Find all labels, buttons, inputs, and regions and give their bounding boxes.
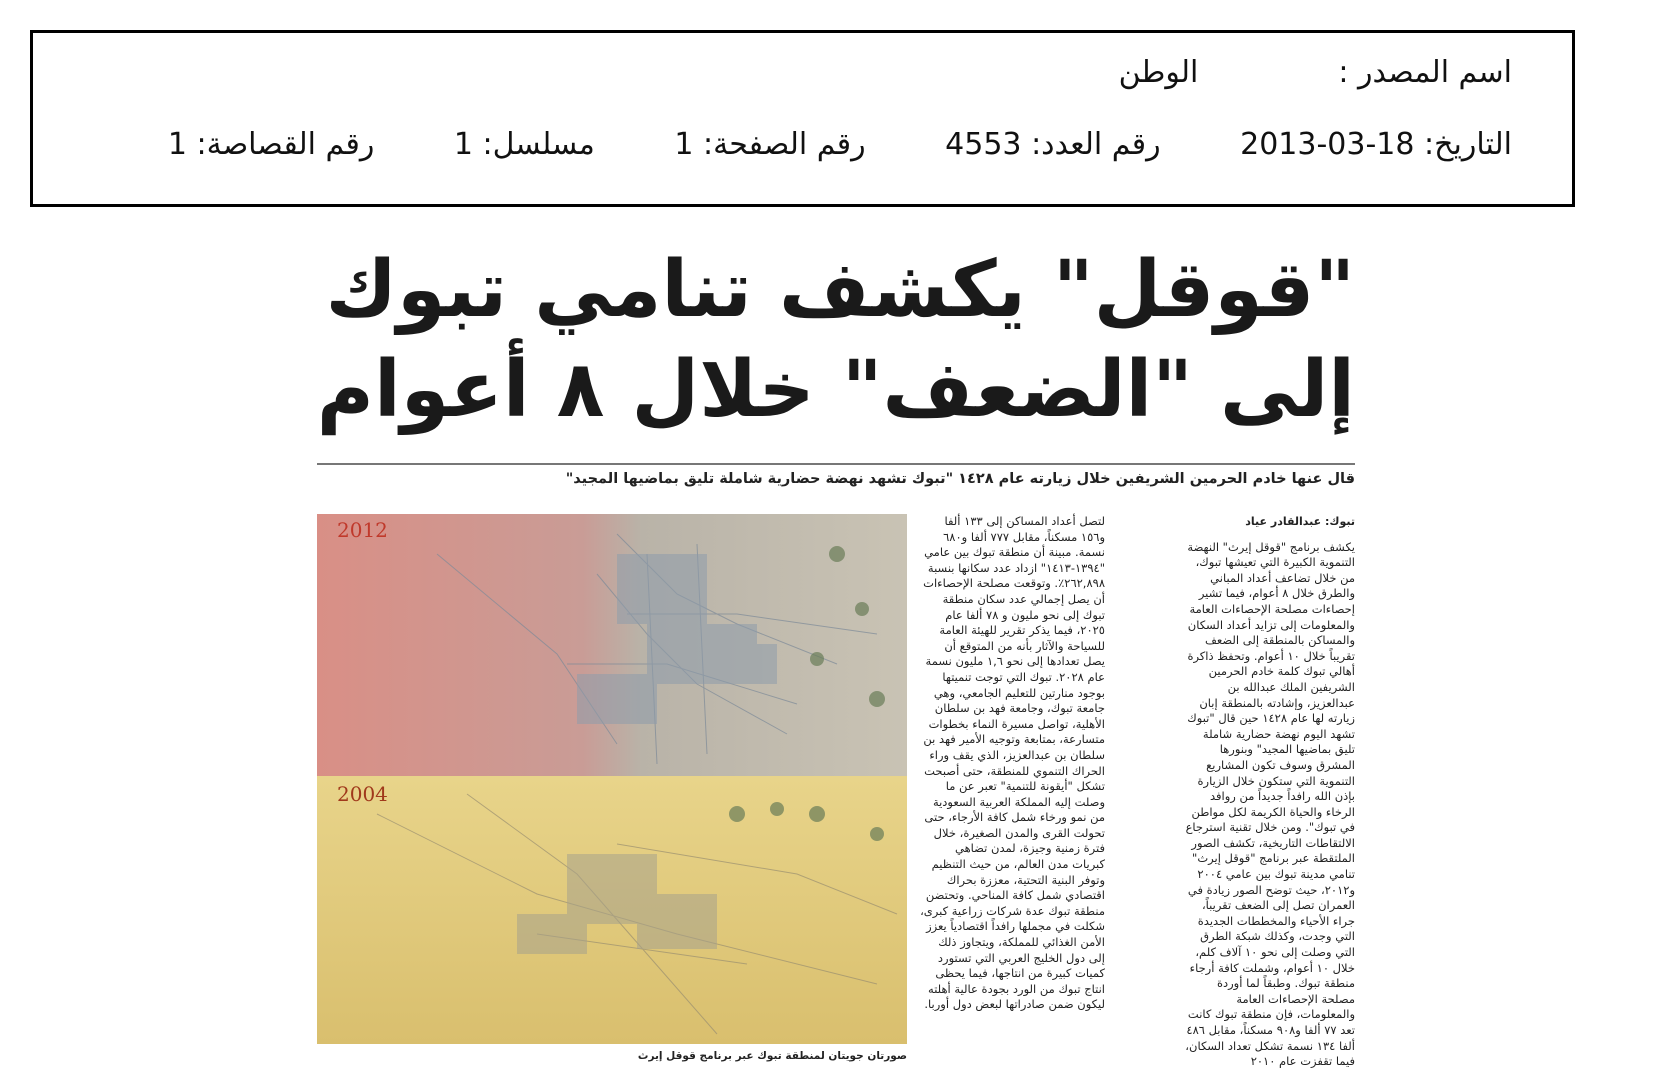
source-value: الوطن [1118,55,1199,90]
image-caption: صورتان جويتان لمنطقة تبوك عبر برنامج قوقل إيرث [637,1050,907,1062]
newspaper-clipping [305,238,1355,1070]
source-row [1119,55,1512,90]
headline-line-2: إلى "الضعف" خلال ٨ أعوام [316,345,1355,435]
headline-line-1: "قوقل" يكشف تنامي تبوك [325,245,1355,335]
image-year-bottom: 2004 [337,782,388,806]
column-right-text: يكشف برنامج "قوقل إيرث" النهضة التنموية الكبيرة التي تعيشها تبوك، من خلال تضاعف أعداد المباني والطرق خلال ٨ أعوام، فيما تشير إحصاءات مصلحة الإحصاءات العامة والمعلومات إلى تزايد أعداد السكان والمساكن بالمنطقة إلى الضعف تقريباً خلال ١٠ أعوام. وتحفظ ذاكرة أهالي تبوك كلمة خادم الحرمين الشريفين الملك عبدالله بن عبدالعزيز، وإشادته بالمنطقة إبان زيارته لها عام ١٤٢٨ حين قال "تبوك تشهد اليوم نهضة حضارية شاملة تليق بماضيها المجيد" وبنورها المشرق وسوف تكون المشاريع التنموية التي ستكون خلال الزيارة بإذن الله رافداً جديداً من روافد الرخاء والحياة الكريمة لكل مواطن في تبوك". ومن خلال تقنية استرجاع الالتقاطات التاريخية، تكشف الصور الملتقطة عبر برنامج "قوقل إيرث" تنامي مدينة تبوك بين عامي ٢٠٠٤ و٢٠١٢، حيث توضح الصور زيادة في العمران تصل إلى الضعف تقريباً، جراء الأحياء والمخططات الجديدة التي وجدت، وكذلك شبكة الطرق التي وصلت إلى نحو ١٠ آلاف كلم، خلال ١٠ أعوام، وشملت كافة أرجاء منطقة تبوك. وطبقاً لما أوردة مصلحة الإحصاءات العامة والمعلومات، فإن منطقة تبوك كانت تعد ٧٧ ألفا و٩٠٨ مسكناً، مقابل ٤٨٦ ألفا ١٣٤ نسمة تشكل تعداد السكان، فيما تقفزت عام ٢٠١٠ [1185,539,1355,1069]
satellite-image-drawing [317,514,907,1044]
date-value: 2013-03-18 [1240,127,1415,162]
archive-metadata-box [30,30,1575,207]
date-label: التاريخ: [1424,127,1512,162]
source-label: اسم المصدر : [1338,55,1512,90]
page-label: رقم الصفحة: [703,127,866,162]
clip-value: 1 [167,127,187,162]
serial-label: مسلسل: [482,127,595,162]
page-value: 1 [674,127,694,162]
satellite-comparison-image [317,514,907,1044]
clip-label: رقم القصاصة: [196,127,375,162]
serial-value: 1 [453,127,473,162]
issue-value: 4553 [945,127,1022,162]
details-row [168,127,1512,162]
image-year-top: 2012 [337,518,388,542]
issue-label: رقم العدد: [1031,127,1161,162]
headline-divider [317,463,1355,465]
article-subheadline: قال عنها خادم الحرمين الشريفين خلال زيارته عام ١٤٢٨ "تبوك تشهد نهضة حضارية شاملة تليق بماضيها المجيد" [565,471,1355,487]
column-middle-text: لتصل أعداد المساكن إلى ١٣٣ ألفا و١٥٦ مسكناً، مقابل ٧٧٧ ألفا و٦٨٠ نسمة. مبينة أن منطقة تبوك بين عامي "١٣٩٤-١٤١٣" ازداد عدد سكانها بنسبة ٢٦٢,٨٩٨٪. وتوقعت مصلحة الإحصاءات أن يصل إجمالي عدد سكان منطقة تبوك إلى نحو مليون و ٧٨ ألفا عام ٢٠٢٥، فيما يذكر تقرير للهيئة العامة للسياحة والآثار بأنه من المتوقع أن يصل تعدادها إلى نحو ١,٦ مليون نسمة عام ٢٠٢٨. تبوك التي توجت تنميتها بوجود منارتين للتعليم الجامعي، وهي جامعة تبوك، وجامعة فهد بن سلطان الأهلية، تواصل مسيرة النماء بخطوات متسارعة، بمتابعة وتوجيه الأمير فهد بن سلطان بن عبدالعزيز، الذي يقف وراء الحراك التنموي للمنطقة، حتى أصبحت تشكل "أيقونة للتنمية" تعبر عن ما وصلت إليه المملكة العربية السعودية من نمو ورخاء شمل كافة الأرجاء، حتى تحولت القرى والمدن الصغيرة، خلال فترة زمنية وجيزة، لمدن تضاهي كبريات مدن العالم، من حيث التنظيم وتوفر البنية التحتية، معززة بحراك اقتصادي شمل كافة المناحي. وتحتضن منطقة تبوك عدة شركات زراعية كبرى، شكلت في مجملها رافداً اقتصادياً يعزز الأمن الغذائي للمملكة، ويتجاوز ذلك إلى دول الخليج العربي التي تستورد كميات كبيرة من انتاجها، فيما يحظى انتاج تبوك من الورد بجودة عالية أهلته ليكون ضمن صادراتها لبعض دول أوربا. [920,514,1105,1012]
article-headline [305,240,1355,440]
article-column-middle [920,514,1105,1013]
article-column-right [1185,514,1355,1070]
article-byline: تبوك: عبدالقادر عياد [1245,515,1355,528]
